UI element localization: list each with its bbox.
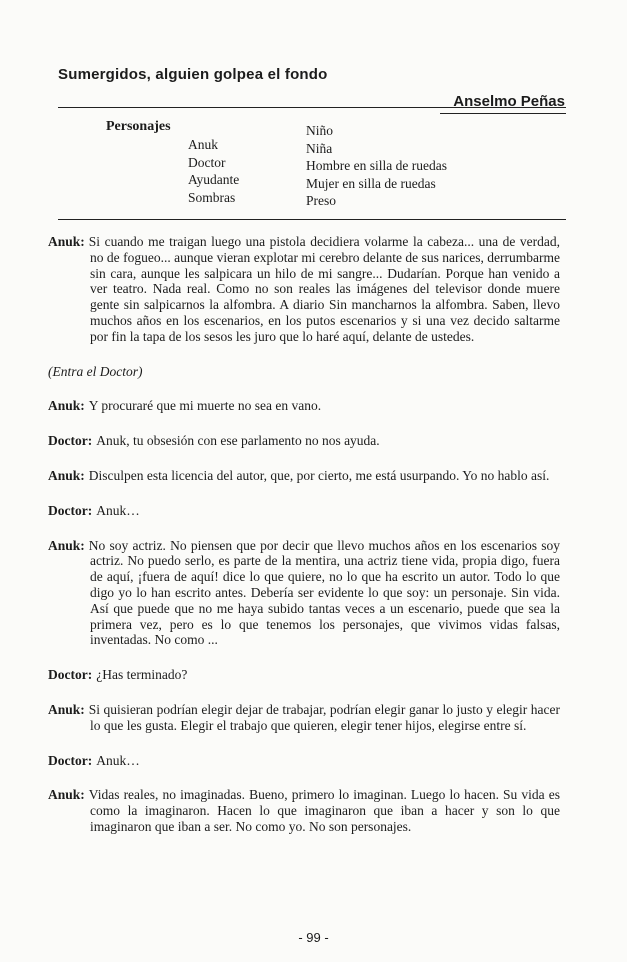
cast-column-2	[306, 122, 447, 210]
line-text: Si cuando me traigan luego una pistola decidiera volarme la cabeza... una de verdad, no de fogueo... aunque vieran explotar mi cerebro delante de sus narices, derrumbarme sin cara, aunque les salpicara un hilo de mi sangre... Dudarían. Porque han venido a ver teatro. Nada real. Como no son reales las imágenes del televisor donde muere gente sin salpicarnos la alfombra. A diario Sin mancharnos la alfombra. Saben, llevo muchos años en los escenarios, en los putos escenarios y si una vez decido saltarme por fin la tapa de los sesos les juro que lo haré aquí, delante de ustedes.	[88, 234, 560, 344]
page-number: - 99 -	[298, 930, 329, 945]
line-text: Vidas reales, no imaginadas. Bueno, primero lo imaginan. Luego lo hacen. Su vida es como la imaginaron. Hacen lo que imaginaron que iban a hacer y son lo que imaginaron que iban a ser. No como yo. No son personajes.	[88, 787, 560, 834]
cast-item: Hombre en silla de ruedas	[306, 158, 447, 173]
cast-item: Ayudante	[188, 172, 240, 187]
speaker-name: Anuk:	[48, 398, 85, 414]
cast-item: Doctor	[188, 154, 226, 170]
dialog-line	[48, 787, 560, 834]
cast-item: Anuk	[188, 137, 218, 152]
speaker-name: Anuk:	[48, 701, 85, 717]
author-name: Anselmo Peñas	[453, 93, 565, 110]
dialog-line	[48, 667, 560, 683]
cast-item: Mujer en silla de ruedas	[306, 175, 436, 191]
line-text: Disculpen esta licencia del autor, que, por cierto, me está usurpando. Yo no hablo así.	[88, 467, 550, 483]
cast-label: Personajes	[106, 119, 171, 134]
dialog-line	[48, 433, 560, 449]
speaker-name: Doctor:	[48, 667, 93, 683]
play-title: Sumergidos, alguien golpea el fondo	[58, 66, 328, 83]
line-text: ¿Has terminado?	[96, 667, 188, 683]
dialog-line	[48, 234, 560, 345]
speaker-name: Doctor:	[48, 433, 93, 449]
speaker-name: Anuk:	[48, 537, 85, 553]
dialog-line	[48, 503, 560, 519]
dialog-line	[48, 538, 560, 649]
dialog-line	[48, 753, 560, 769]
dialog-body	[48, 234, 560, 854]
cast-rule	[58, 219, 566, 220]
line-text: Anuk…	[96, 502, 140, 518]
speaker-name: Doctor:	[48, 752, 93, 768]
cast-item: Niña	[306, 140, 333, 156]
line-text: Anuk…	[96, 752, 140, 768]
cast-column-1	[188, 136, 239, 206]
cast-item: Preso	[306, 193, 336, 208]
speaker-name: Doctor:	[48, 502, 93, 518]
speaker-name: Anuk:	[48, 234, 85, 249]
cast-item: Sombras	[188, 189, 236, 205]
speaker-name: Anuk:	[48, 787, 85, 803]
line-text: Anuk, tu obsesión con ese parlamento no nos ayuda.	[96, 433, 380, 449]
line-text: No soy actriz. No piensen que por decir que llevo muchos años en los escenarios soy actriz. No puedo serlo, es parte de la mentira, una actriz tiene vida, propia digo, fuera de aquí, ¡fuera de aquí! dice lo que quiere, no lo que ha escrito un autor. Todo lo que digo yo lo han escrito antes. Debería ser evidente lo que soy: un personaje. Sin vida. Así que puede que no me haya subido tantas veces a un escenario, puede que sea la primera vez, pero es lo que tenemos los personajes, que vivimos vidas falsas, inventadas. No como ...	[88, 537, 560, 648]
cast-item: Niño	[306, 123, 333, 138]
line-text: Y procuraré que mi muerte no sea en vano.	[88, 398, 322, 414]
author-rule	[440, 113, 566, 114]
line-text: Si quisieran podrían elegir dejar de trabajar, podrían elegir ganar lo justo y elegir hacer lo que les gusta. Elegir el trabajo que quieren, elegir tener hijos, elegirse entre sí.	[88, 701, 560, 733]
speaker-name: Anuk:	[48, 467, 85, 483]
dialog-line	[48, 398, 560, 414]
stage-direction: (Entra el Doctor)	[48, 363, 143, 379]
dialog-line	[48, 702, 560, 734]
dialog-line	[48, 468, 560, 484]
